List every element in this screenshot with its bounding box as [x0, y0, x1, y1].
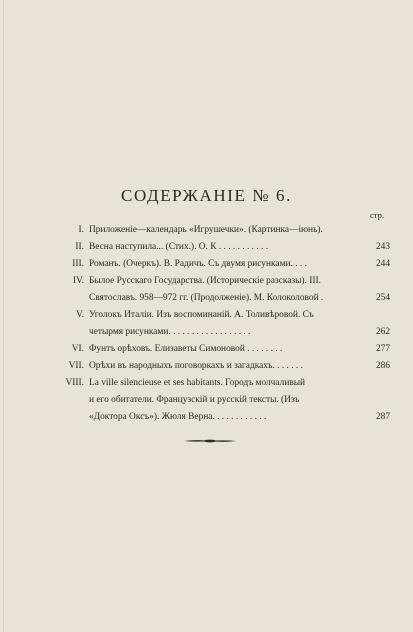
ornament-divider: [184, 438, 236, 444]
toc-entry: [58, 358, 388, 375]
toc-entry-text: Былое Русскаго Государства. (Историческіе разсказы). III.: [89, 276, 321, 286]
page-edge: [3, 0, 4, 632]
toc-entry-continuation: [58, 324, 388, 341]
toc-entry-number: V.: [76, 310, 84, 320]
toc-entry-page: 262: [375, 327, 390, 337]
toc-entry-number: III.: [72, 259, 84, 269]
toc-entry: [58, 273, 388, 290]
toc-entry-text: Романъ. (Очеркъ). В. Радичъ. Съ двумя рисунками. . . .: [89, 259, 307, 269]
toc-entry-number: II.: [75, 242, 84, 252]
toc-entry-page: 287: [375, 412, 390, 422]
toc-entry-page: 243: [375, 242, 390, 252]
toc-entry-text: Приложеніе—календарь «Игрушечки». (Картинка—іюнь).: [89, 225, 323, 235]
toc-entry: [58, 341, 388, 358]
toc-entry-page: 254: [375, 293, 390, 303]
table-of-contents: [58, 222, 388, 426]
toc-entry-continuation: [58, 290, 388, 307]
toc-entry-number: I.: [78, 225, 84, 235]
toc-entry-text: Святославъ. 958—972 гг. (Продолженіе). М. Колоколовой .: [89, 293, 324, 303]
toc-entry-text: четырмя рисунками. . . . . . . . . . . . . . . . . .: [89, 327, 251, 337]
toc-entry-number: IV.: [72, 276, 84, 286]
toc-entry-text: Весна наступила... (Стих.). О. К . . . . . . . . . . .: [89, 242, 269, 252]
toc-entry-text: La ville silencieuse et ses habitants. Городъ молчаливый: [89, 378, 306, 388]
toc-entry-text: «Доктора Оксъ»). Жюля Верна. . . . . . . . . . . .: [89, 412, 267, 422]
toc-entry: [58, 307, 388, 324]
toc-entry-page: 277: [375, 344, 390, 354]
toc-entry-text: Орѣхи въ народныхъ поговоркахъ и загадкахъ. . . . . . .: [89, 361, 303, 371]
toc-entry-text: Уголокъ Италіи. Изъ воспоминаній. А. Толивѣровой. Съ: [89, 310, 314, 320]
toc-entry-text: и его обитатели. Французскій и русскій тексты. (Изъ: [89, 395, 300, 405]
toc-entry: [58, 222, 388, 239]
page-title: СОДЕРЖАНІЕ № 6.: [121, 186, 292, 205]
toc-entry: [58, 239, 388, 256]
toc-entry: [58, 375, 388, 392]
toc-entry-number: VI.: [71, 344, 84, 354]
toc-entry-continuation: [58, 392, 388, 409]
toc-entry-continuation: [58, 409, 388, 426]
toc-entry-text: Фунтъ орѣховъ. Елизаветы Симоновой . . . . . . . .: [89, 344, 283, 354]
toc-entry-page: 244: [375, 259, 390, 269]
page-column-label: стр.: [370, 210, 384, 220]
toc-entry-number: VII.: [68, 361, 84, 371]
toc-entry: [58, 256, 388, 273]
toc-entry-number: VIII.: [65, 378, 84, 388]
toc-entry-page: 286: [375, 361, 390, 371]
